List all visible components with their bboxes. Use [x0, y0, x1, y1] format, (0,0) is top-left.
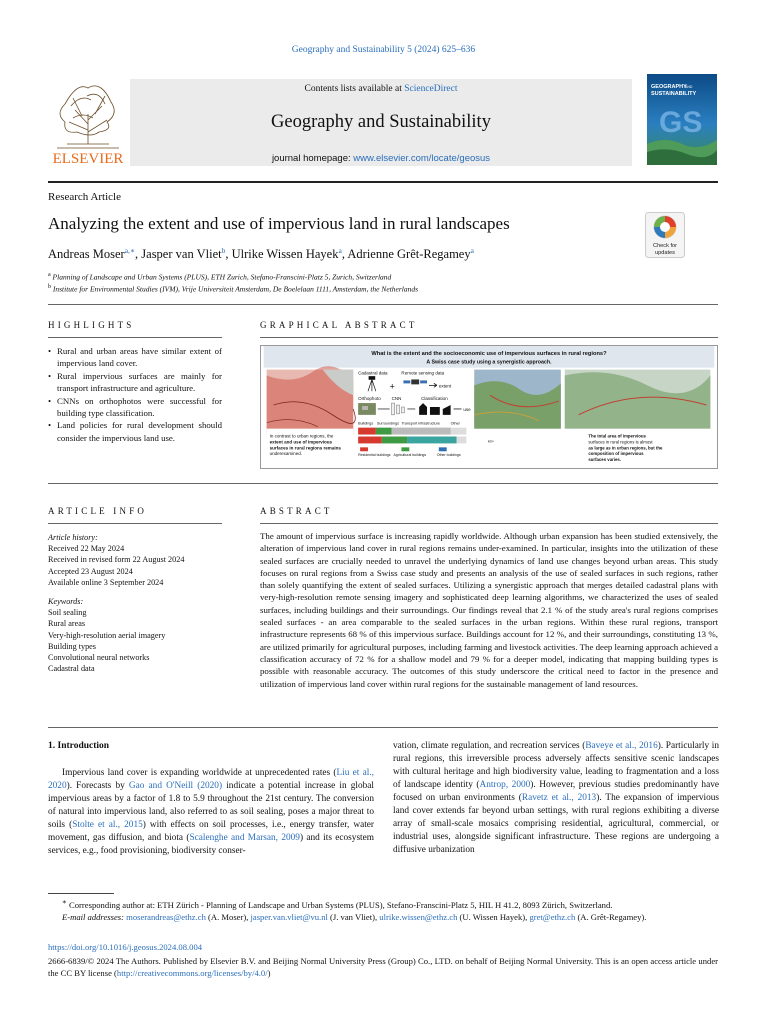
contents-prefix: Contents lists available at [304, 84, 405, 94]
abstract-rule [260, 523, 718, 524]
check-for-updates-badge[interactable] [645, 212, 685, 258]
author-affiliation-marker[interactable]: a [338, 246, 342, 255]
article-info-rule [48, 523, 222, 524]
journal-name: Geography and Sustainability [271, 112, 491, 132]
body-text: ). Forecasts by [66, 781, 129, 792]
highlight-item: • Land policies for rural development should consider the impervious land use. [48, 419, 222, 444]
copyright-notice [48, 955, 718, 980]
history-accepted: Accepted 23 August 2024 [48, 566, 133, 576]
ga-subtitle: A Swiss case study using a synergistic approach. [426, 359, 552, 366]
ga-extent-label: extent [438, 383, 452, 389]
ga-legend-agricultural: Agricultural buildings [393, 453, 427, 458]
elsevier-logo [47, 74, 129, 166]
body-text: ). The expansion of impervious land cover extends far beyond urban settings, with rural regions exhibiting a diverse array of small-scale mosaics comprising residential, agricultural, commercial, or industrial uses, alongside significant infrastructure. These regions are undergoing a diffusive urbanization [393, 793, 719, 856]
affiliation-a: $^a$ Planning of Landscape and Urban Systems (PLUS), ETH Zurich, Stefano-Franscini-Platz 5, Zurich, Switzerland [48, 272, 392, 282]
intro-heading: 1. Introduction [48, 741, 110, 751]
body-text: ) with effects on soil processes, i.e., energy transfer, water movement, gas diffusion, and biota ( [48, 820, 375, 844]
ga-legend-residential: Residential buildings [358, 453, 391, 458]
affiliation-b: $^b$ Institute for Environmental Studies (IVM), Vrije Universiteit Amsterdam, De Boelelaan 1111, Amsterdam, the Netherlands [48, 284, 419, 294]
email-link[interactable]: jasper.van.vliet@vu.nl [250, 912, 328, 923]
email-owner: (A. Moser), [205, 912, 251, 923]
corresponding-note [48, 896, 718, 911]
section-divider [48, 483, 718, 484]
ga-remote-label: Remote sensing data [401, 370, 445, 376]
ga-cadastral-label: Cadastral data [358, 370, 388, 376]
author-affiliation-marker[interactable]: b [221, 246, 226, 255]
cover-title-2: SUSTAINABILITY [651, 91, 697, 97]
author-separator: , [135, 247, 142, 262]
doi-link[interactable]: https://doi.org/10.1016/j.geosus.2024.08.004 [48, 942, 203, 952]
ga-bar-label-transport: Transport infrastructure [401, 421, 440, 426]
keyword-item: Building types [48, 641, 96, 651]
section-divider [48, 727, 718, 728]
history-received: Received 22 May 2024 [48, 544, 125, 554]
abstract-heading: ABSTRACT [260, 506, 333, 516]
elsevier-wordmark: ELSEVIER [52, 151, 124, 166]
ga-unit-label: km² [488, 439, 494, 444]
cover-title-1: GEOGRAPHY [651, 84, 687, 90]
corresponding-text: Corresponding author at: ETH Zürich - Planning of Landscape and Urban Systems (PLUS), Stefano-Franscini-Platz 5, HIL H 41.2, 8093 Zürich, Switzerland. [69, 899, 613, 910]
license-link[interactable]: http://creativecommons.org/licenses/by/4.0/ [116, 968, 268, 979]
body-text: Impervious land cover is expanding worldwide at unprecedented rates ( [62, 768, 337, 778]
ga-use-label: use [463, 406, 471, 412]
ga-cnn-label: CNN [391, 396, 402, 402]
highlights-heading: HIGHLIGHTS [48, 320, 135, 330]
cover-letters: GS [659, 106, 703, 139]
citation-link[interactable]: Antrop, 2000 [479, 780, 531, 791]
body-text: ). However, previous studies predominantly have focused on urban environments ( [393, 780, 719, 804]
history-label: Article history: [48, 533, 98, 542]
author-list [48, 246, 474, 262]
highlights-rule [48, 337, 222, 338]
keyword-item: Rural areas [48, 619, 86, 629]
ga-bar-label-surroundings: Surroundings [376, 421, 399, 426]
email-line [48, 911, 718, 924]
body-text: vation, climate regulation, and recreation services ( [393, 741, 586, 751]
check-label-2: updates [655, 250, 675, 256]
email-list [126, 912, 646, 922]
citation-link[interactable]: Gao and O'Neill (2020) [128, 781, 223, 792]
email-label: E-mail addresses: [62, 912, 124, 923]
ga-ortho-label: Orthophoto [358, 396, 381, 402]
citation-link[interactable]: Stolte et al., 2015 [72, 820, 143, 831]
history-online: Available online 3 September 2024 [48, 577, 164, 587]
ga-note-left: In contrast to urban regions, the extent and use of impervious surfaces in rural regions remains underexamined. [269, 433, 341, 457]
highlight-item: • CNNs on orthophotos were successful for building type classification. [48, 395, 222, 420]
author-name[interactable]: Andreas Moser [48, 247, 125, 262]
sciencedirect-link[interactable]: ScienceDirect [404, 84, 458, 94]
highlight-item: • Rural and urban areas have similar extent of impervious land cover. [48, 345, 222, 370]
ga-plus: + [389, 381, 395, 392]
homepage-link[interactable]: www.elsevier.com/locate/geosus [353, 153, 491, 164]
history-revised: Received in revised form 22 August 2024 [48, 555, 185, 565]
ga-legend-other: Other buildings [436, 453, 461, 458]
body-text: ) and its ecosystem services, e.g., food provisioning, biodiversity conser- [48, 833, 374, 857]
author-name[interactable]: Jasper van Vliet [141, 247, 222, 262]
citation-link[interactable]: Ravetz et al., 2013 [521, 793, 597, 804]
intro-column-left [48, 767, 374, 858]
keyword-item: Convolutional neural networks [48, 653, 150, 663]
author-name[interactable]: Ulrike Wissen Hayek [231, 247, 339, 262]
ga-bar-label-buildings: Buildings [358, 421, 374, 426]
email-link[interactable]: moserandreas@ethz.ch [126, 912, 206, 923]
journal-reference[interactable]: Geography and Sustainability 5 (2024) 625–636 [291, 45, 476, 55]
author-name[interactable]: Adrienne Grêt-Regamey [347, 247, 471, 262]
ga-classification-label: Classification [421, 396, 448, 402]
author-affiliation-marker[interactable]: a [470, 246, 474, 255]
author-separator: , [341, 247, 348, 262]
journal-cover-image[interactable] [647, 74, 717, 165]
footnote [48, 896, 718, 924]
email-owner: (J. van Vliet), [327, 912, 380, 923]
keywords-label: Keywords: [48, 597, 84, 607]
footnote-rule [48, 893, 114, 894]
ga-question: What is the extent and the socioeconomic use of impervious surfaces in rural regions? [371, 350, 607, 357]
article-info-block [48, 532, 222, 674]
email-link[interactable]: ulrike.wissen@ethz.ch [379, 912, 458, 923]
copyright-close: ) [267, 968, 271, 979]
body-text: ). Particularly in rural regions, this irreversible process adversely affects sensitive scenic landscapes with cultural heritage and high biodiversity value, leading to fragmentation and a loss of landscape identity ( [393, 741, 720, 791]
highlight-item: • Rural impervious surfaces are mainly for transport infrastructure and agriculture. [48, 370, 222, 395]
keyword-item: Soil sealing [48, 608, 87, 618]
ga-note-right: The total area of impervious surfaces in rural regions is almost as large as in urban regions, but the composition of impervious surfaces varies. [588, 433, 663, 463]
email-owner: (A. Grêt-Regamey). [575, 912, 647, 923]
check-label-1: Check for [653, 243, 677, 249]
keyword-item: Cadastral data [48, 664, 95, 674]
body-text: indicate a potential increase in global impervious areas by a factor of 1.8 to 5.9 throughout the 21st century. The conversion of natural into impervious land, also referred to as soil sealing, poses a major threat to soils ( [48, 781, 375, 831]
abstract-text: The amount of impervious surface is increasing rapidly worldwide. Although urban expansion has been studied extensively, the alteration of impervious land cover in rural regions remains under-examined. In particular, insights into the utilization of these sealed surfaces are crucially needed to unravel the underlying dynamics of land use changes beyond urban areas. This study focuses on rural regions from a Swiss case study and presents an analysis of the use of sealed surfaces in such regions, rather than solely quantifying the extent of sealed surfaces. Utilizing a synergistic approach that merges detailed cadastral plans with very-high-resolution remote sensing imagery and sophisticated deep learning algorithms, we characterized the uses of sealed surfaces, including buildings and their surroundings. Our findings reveal that 2.1 % of the study area's rural regions comprises sealed surfaces - an area comparable to the sealed surfaces in the urban regions. Within these rural regions, transport infrastructure represents 68 % of this impervious surface. Buildings account for 12 %, and their surroundings, constituting 13 %, are utilized primarily for agricultural purposes, including farming and livestock activities. The deep learning approach achieved a classification accuracy of 72 % for a shallow model and 79 % for a deeper model, indicating that mapping building types is possible with reasonable accuracy. The outcomes of this study underscore the critical need to factor in the presence and utilization of impervious land cover within rural regions for the sustainable management of land resources. [260, 531, 718, 689]
citation-link[interactable]: Baveye et al., 2016 [585, 741, 658, 751]
graphical-abstract-rule [260, 337, 718, 338]
ga-bar-label-other: Other [450, 421, 460, 426]
contents-line [130, 84, 632, 94]
copyright-text: 2666-6839/© 2024 The Authors. Published by Elsevier B.V. and Beijing Normal University Press (Group) Co., LTD. on behalf of Beijing Normal University. This is an open access article under the CC BY license ( [48, 956, 718, 979]
intro-column-right [393, 740, 719, 857]
header-rule [48, 181, 718, 183]
cover-title-and: AND [685, 85, 693, 89]
article-title: Analyzing the extent and use of impervious land in rural landscapes [48, 214, 510, 233]
author-separator: , [225, 247, 232, 262]
article-type: Research Article [48, 191, 121, 203]
highlights-list [48, 345, 222, 444]
citation-link[interactable]: Scalenghe and Marsan, 2009 [189, 833, 300, 844]
email-owner: (U. Wissen Hayek), [457, 912, 530, 923]
email-link[interactable]: gret@ethz.ch [529, 912, 576, 923]
homepage-prefix: journal homepage: [271, 153, 354, 164]
homepage-line [130, 153, 632, 164]
article-info-heading: ARTICLE INFO [48, 506, 148, 516]
graphical-abstract-figure[interactable] [260, 345, 718, 469]
keyword-item: Very-high-resolution aerial imagery [48, 630, 166, 640]
section-divider [48, 304, 718, 305]
citation-link[interactable]: Liu et al., 2020 [48, 768, 374, 792]
author-affiliation-marker[interactable]: a,∗ [124, 246, 136, 255]
footnote-marker: ∗ [62, 898, 67, 906]
graphical-abstract-heading: GRAPHICAL ABSTRACT [260, 320, 418, 330]
